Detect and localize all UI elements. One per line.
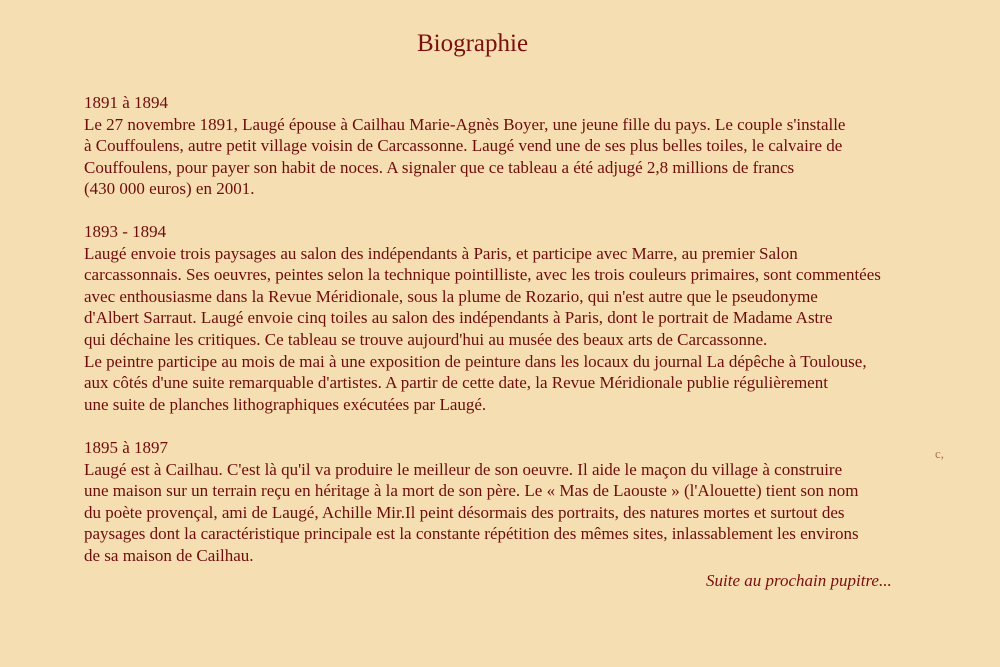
body-line: Le 27 novembre 1891, Laugé épouse à Cailhau Marie-Agnès Boyer, une jeune fille du pays. Le couple s'installe [84, 114, 846, 134]
section-period: 1891 à 1894 [84, 93, 169, 112]
body-line: avec enthousiasme dans la Revue Méridionale, sous la plume de Rozario, qui n'est autre que le pseudonyme [84, 286, 818, 306]
body-line: (430 000 euros) en 2001. [84, 179, 255, 199]
body-line: aux côtés d'une suite remarquable d'artistes. A partir de cette date, la Revue Méridionale publie régulièrement [84, 373, 828, 393]
biography-section-1891-1894 [84, 92, 974, 200]
body-line: Laugé envoie trois paysages au salon des indépendants à Paris, et participe avec Marre, au premier Salon [84, 243, 798, 263]
section-period: 1893 - 1894 [84, 222, 167, 241]
continuation-note: Suite au prochain pupitre... [706, 571, 892, 590]
section-body [84, 114, 974, 200]
body-line: Laugé est à Cailhau. C'est là qu'il va produire le meilleur de son oeuvre. Il aide le maçon du village à construire [84, 459, 843, 479]
body-line: de sa maison de Cailhau. [84, 545, 254, 565]
page-title: Biographie [416, 30, 529, 57]
section-body [84, 243, 974, 416]
body-line: du poète provençal, ami de Laugé, Achille Mir.Il peint désormais des portraits, des natures mortes et surtout des [84, 502, 845, 522]
body-line: carcassonnais. Ses oeuvres, peintes selon la technique pointilliste, avec les trois couleurs primaires, sont commentées [84, 265, 881, 285]
body-line: Le peintre participe au mois de mai à une exposition de peinture dans les locaux du journal La dépêche à Toulouse, [84, 351, 867, 371]
section-period: 1895 à 1897 [84, 438, 169, 457]
body-line: d'Albert Sarraut. Laugé envoie cinq toiles au salon des indépendants à Paris, dont le portrait de Madame Astre [84, 308, 833, 328]
body-line: une suite de planches lithographiques exécutées par Laugé. [84, 394, 487, 414]
biography-section-1895-1897 [84, 437, 974, 567]
body-line: Couffoulens, pour payer son habit de noces. A signaler que ce tableau a été adjugé 2,8 millions de francs [84, 157, 795, 177]
stray-mark: c, [935, 446, 945, 461]
body-line: paysages dont la caractéristique principale est la constante répétition des mêmes sites, inlassablement les environs [84, 524, 859, 544]
biography-section-1893-1894 [84, 221, 974, 415]
body-line: à Couffoulens, autre petit village voisin de Carcassonne. Laugé vend une de ses plus belles toiles, le calvaire de [84, 136, 843, 156]
body-line: une maison sur un terrain reçu en héritage à la mort de son père. Le « Mas de Laouste » (l'Alouette) tient son nom [84, 481, 859, 501]
body-line: qui déchaine les critiques. Ce tableau se trouve aujourd'hui au musée des beaux arts de Carcassonne. [84, 329, 768, 349]
section-body [84, 459, 974, 567]
